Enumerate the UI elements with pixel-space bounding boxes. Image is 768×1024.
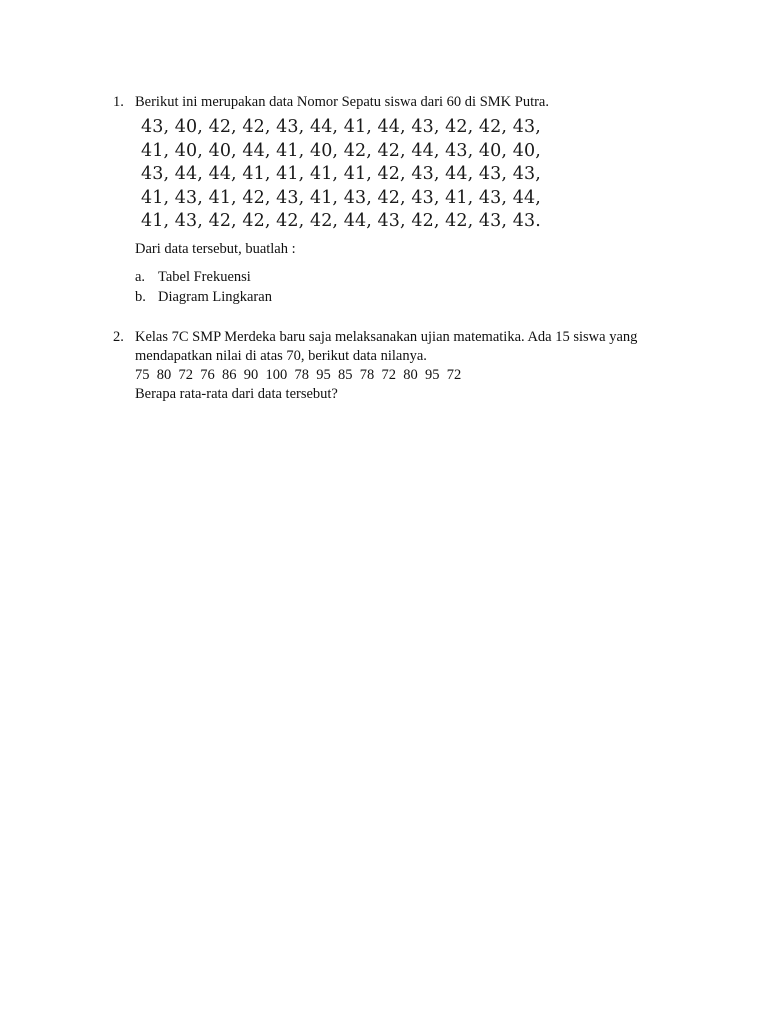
- data-row-3: 43, 44, 44, 41, 41, 41, 41, 42, 43, 44, 43, 43,: [141, 164, 541, 184]
- question-2: [113, 328, 693, 404]
- data-row-4: 41, 43, 41, 42, 43, 41, 43, 42, 43, 41, 43, 44,: [141, 187, 541, 208]
- question-1-text: Berikut ini merupakan data Nomor Sepatu siswa dari 60 di SMK Putra.: [135, 94, 549, 110]
- data-row-1: 43, 40, 42, 42, 43, 44, 41, 44, 43, 42, 42, 43,: [141, 117, 541, 137]
- question-2-question: Berapa rata-rata dari data tersebut?: [135, 386, 338, 402]
- subitem-b-label: b.: [135, 288, 146, 305]
- shoe-size-data: [141, 116, 693, 234]
- score-data: 75 80 72 76 86 90 100 78 95 85 78 72 80 95 72: [135, 367, 462, 383]
- question-1-number: 1.: [113, 94, 124, 110]
- subitem-a: [135, 268, 693, 288]
- question-2-body: [135, 328, 693, 404]
- data-row-5: 41, 43, 42, 42, 42, 42, 44, 43, 42, 42, 43, 43.: [141, 211, 541, 231]
- question-1: [113, 93, 693, 308]
- question-1-subitems: [135, 268, 693, 308]
- question-1-body: [135, 93, 693, 308]
- subitem-a-label: a.: [135, 268, 146, 285]
- question-2-text: Kelas 7C SMP Merdeka baru saja melaksanakan ujian matematika. Ada 15 siswa yang mendapatkan nilai di atas 70, berikut data nilanya.: [135, 329, 638, 364]
- data-row-2: 41, 40, 40, 44, 41, 40, 42, 42, 44, 43, 40, 40,: [141, 140, 541, 161]
- subitem-b: [135, 288, 693, 308]
- question-1-instruction: Dari data tersebut, buatlah :: [135, 240, 296, 257]
- question-2-number: 2.: [113, 329, 124, 345]
- subitem-a-text: Tabel Frekuensi: [158, 268, 251, 285]
- subitem-b-text: Diagram Lingkaran: [158, 288, 272, 305]
